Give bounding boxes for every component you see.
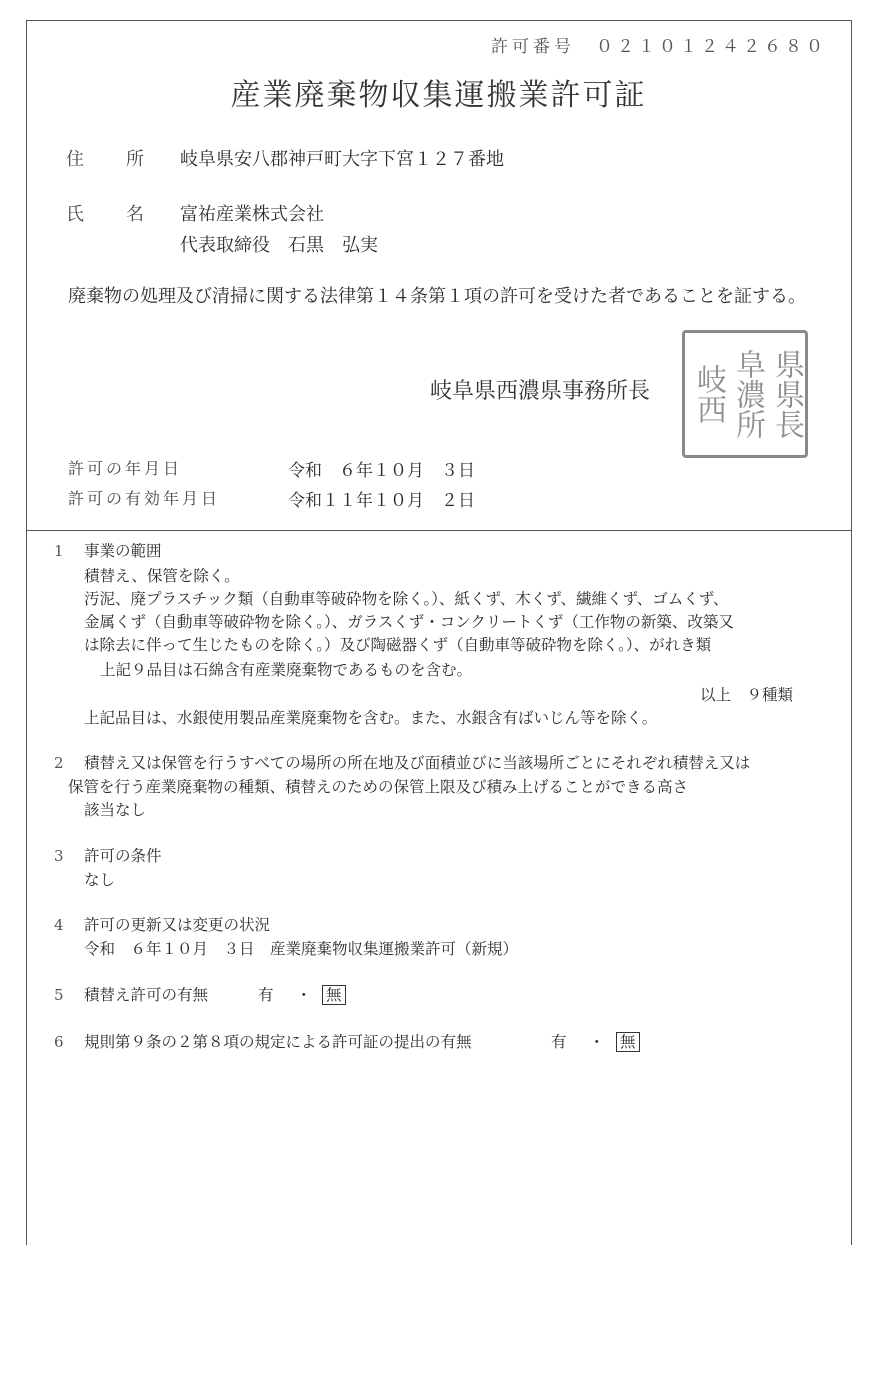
company-name: 富祐産業株式会社 — [180, 204, 324, 225]
address-value: 岐阜県安八郡神戸町大字下宮１２７番地 — [180, 149, 504, 170]
permit-date-value: 令和 ６年１０月 ３日 — [288, 461, 475, 481]
section-5-no: 無 — [322, 985, 346, 1005]
section-6-separator: ・ — [589, 1033, 605, 1051]
official-seal: 岐西 阜濃所 県県長 — [682, 330, 808, 458]
section-5-separator: ・ — [296, 986, 312, 1004]
expiry-date-value: 令和１１年１０月 ２日 — [288, 491, 475, 511]
permit-number: 許可番号 ０２１０１２４２６８０ — [491, 37, 827, 57]
section-divider — [26, 530, 852, 531]
section-6-heading: 規則第９条の２第８項の規定による許可証の提出の有無 — [84, 1033, 472, 1051]
section-6-no: 無 — [616, 1032, 640, 1052]
section-6-number: 6 — [54, 1033, 64, 1051]
certification-text: 廃棄物の処理及び清掃に関する法律第１４条第１項の許可を受けた者であることを証する。 — [68, 286, 806, 307]
section-4-heading: 許可の更新又は変更の状況 — [84, 916, 271, 934]
section-1-line: 汚泥、廃プラスチック類（自動車等破砕物を除く。）、紙くず、木くず、繊維くず、ゴムくず、 — [84, 590, 729, 608]
section-2-line: 該当なし — [84, 801, 147, 819]
section-6-yes: 有 — [551, 1033, 567, 1051]
section-5-yes: 有 — [258, 986, 274, 1004]
section-4-line: 令和 ６年１０月 ３日 産業廃棄物収集運搬業許可（新規） — [84, 940, 519, 958]
section-2-line: 保管を行う産業廃棄物の種類、積替えのための保管上限及び積み上げることができる高さ — [68, 778, 689, 796]
representative-name: 代表取締役 石黒 弘実 — [180, 235, 378, 256]
section-1-line: 上記９品目は石綿含有産業廃棄物であるものを含む。 — [100, 661, 473, 679]
expiry-date-label: 許可の有効年月日 — [68, 489, 221, 508]
permit-date-label: 許可の年月日 — [68, 459, 183, 478]
document-title: 産業廃棄物収集運搬業許可証 — [230, 78, 647, 113]
section-3-number: 3 — [54, 847, 64, 865]
section-5-number: 5 — [54, 986, 64, 1004]
section-3-heading: 許可の条件 — [84, 847, 162, 865]
name-label: 氏 名 — [66, 204, 156, 225]
section-3-line: なし — [84, 871, 116, 889]
section-5-no-boxed — [322, 984, 346, 1007]
section-2-line: 積替え又は保管を行うすべての場所の所在地及び面積並びに当該場所ごとにそれぞれ積替え又は — [84, 754, 751, 772]
section-1-line: 金属くず（自動車等破砕物を除く。）、ガラスくず・コンクリートくず（工作物の新築、改築又 — [84, 613, 734, 631]
section-1-line: は除去に伴って生じたものを除く。）及び陶磁器くず（自動車等破砕物を除く。）、がれき類 — [84, 636, 712, 654]
section-6-no-boxed — [616, 1031, 640, 1054]
section-1-total: 以上 ９種類 — [700, 686, 794, 704]
section-1-heading: 事業の範囲 — [84, 542, 162, 560]
section-4-number: 4 — [54, 916, 64, 934]
address-label: 住 所 — [66, 149, 156, 170]
issuer-name: 岐阜県西濃県事務所長 — [430, 379, 651, 404]
section-1-number: 1 — [54, 542, 64, 560]
section-5-heading: 積替え許可の有無 — [84, 986, 209, 1004]
section-1-line: 積替え、保管を除く。 — [84, 567, 240, 585]
section-1-line: 上記品目は、水銀使用製品産業廃棄物を含む。また、水銀含有ばいじん等を除く。 — [84, 709, 658, 727]
section-2-number: 2 — [54, 754, 64, 772]
